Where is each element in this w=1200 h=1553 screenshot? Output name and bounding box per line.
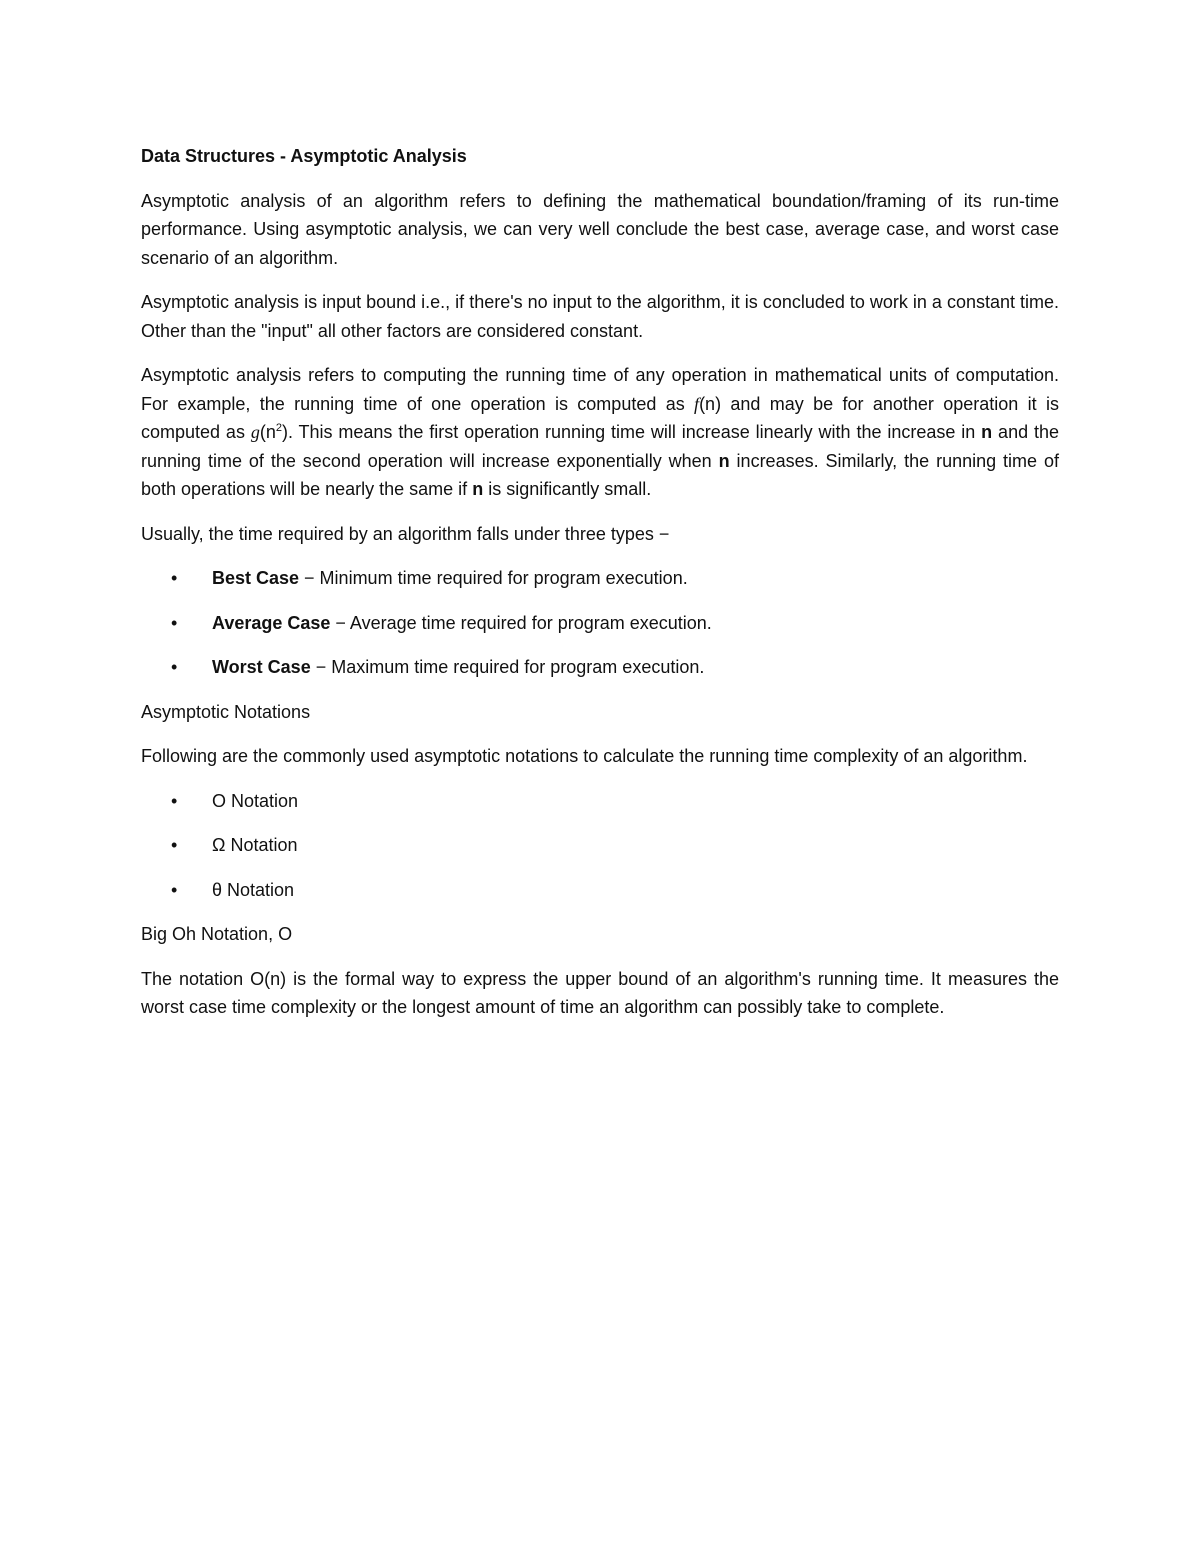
bullet-icon: • (171, 657, 178, 677)
types-intro-paragraph: Usually, the time required by an algorithm falls under three types − (141, 523, 670, 544)
case-list (141, 564, 1059, 682)
notation-list (141, 787, 1059, 905)
list-item: • Best Case − Minimum time required for program execution. (141, 564, 1059, 593)
bullet-icon: • (171, 835, 178, 855)
list-item: • Average Case − Average time required for program execution. (141, 609, 1059, 638)
list-item: • Ω Notation (141, 831, 1059, 860)
section-heading: Big Oh Notation, Ο (141, 924, 293, 944)
bullet-icon: • (171, 879, 178, 900)
list-item: • Worst Case − Maximum time required for program execution. (141, 653, 1059, 682)
bullet-icon: • (171, 568, 178, 588)
notations-paragraph: Following are the commonly used asymptotic notations to calculate the running time complexity of an algorithm. (141, 746, 1028, 766)
document-page (141, 142, 1059, 1038)
input-bound-paragraph: Asymptotic analysis is input bound i.e., if there's no input to the algorithm, it is concluded to work in a constant time. Other than the "input" all other factors are considered constant. (141, 292, 1059, 341)
bullet-icon: • (171, 612, 178, 633)
document-title: Data Structures - Asymptotic Analysis (141, 146, 467, 166)
bullet-icon: • (171, 790, 178, 811)
list-item: • θ Notation (141, 876, 1059, 905)
big-oh-paragraph: The notation Ο(n) is the formal way to express the upper bound of an algorithm's running time. It measures the worst case time complexity or the longest amount of time an algorithm can possibly take to complete. (141, 968, 1059, 1017)
section-heading: Asymptotic Notations (141, 701, 311, 722)
intro-paragraph: Asymptotic analysis of an algorithm refers to defining the mathematical boundation/framing of its run-time performance. Using asymptotic analysis, we can very well conclude the best case, average case, and worst case scenario of an algorithm. (141, 190, 1059, 268)
running-time-paragraph: Asymptotic analysis refers to computing the running time of any operation in mathematical units of computation. For example, the running time of one operation is computed as f(n) and may be for another operation it is computed as $g(n^2)$. This means the first operation running time will increase linearly with the increase in n and the running time of the second operation will increase exponentially when n increases. Similarly, the running time of both operations will be nearly the same if n is significantly small. (141, 365, 1059, 499)
list-item: • Ο Notation (141, 787, 1059, 816)
